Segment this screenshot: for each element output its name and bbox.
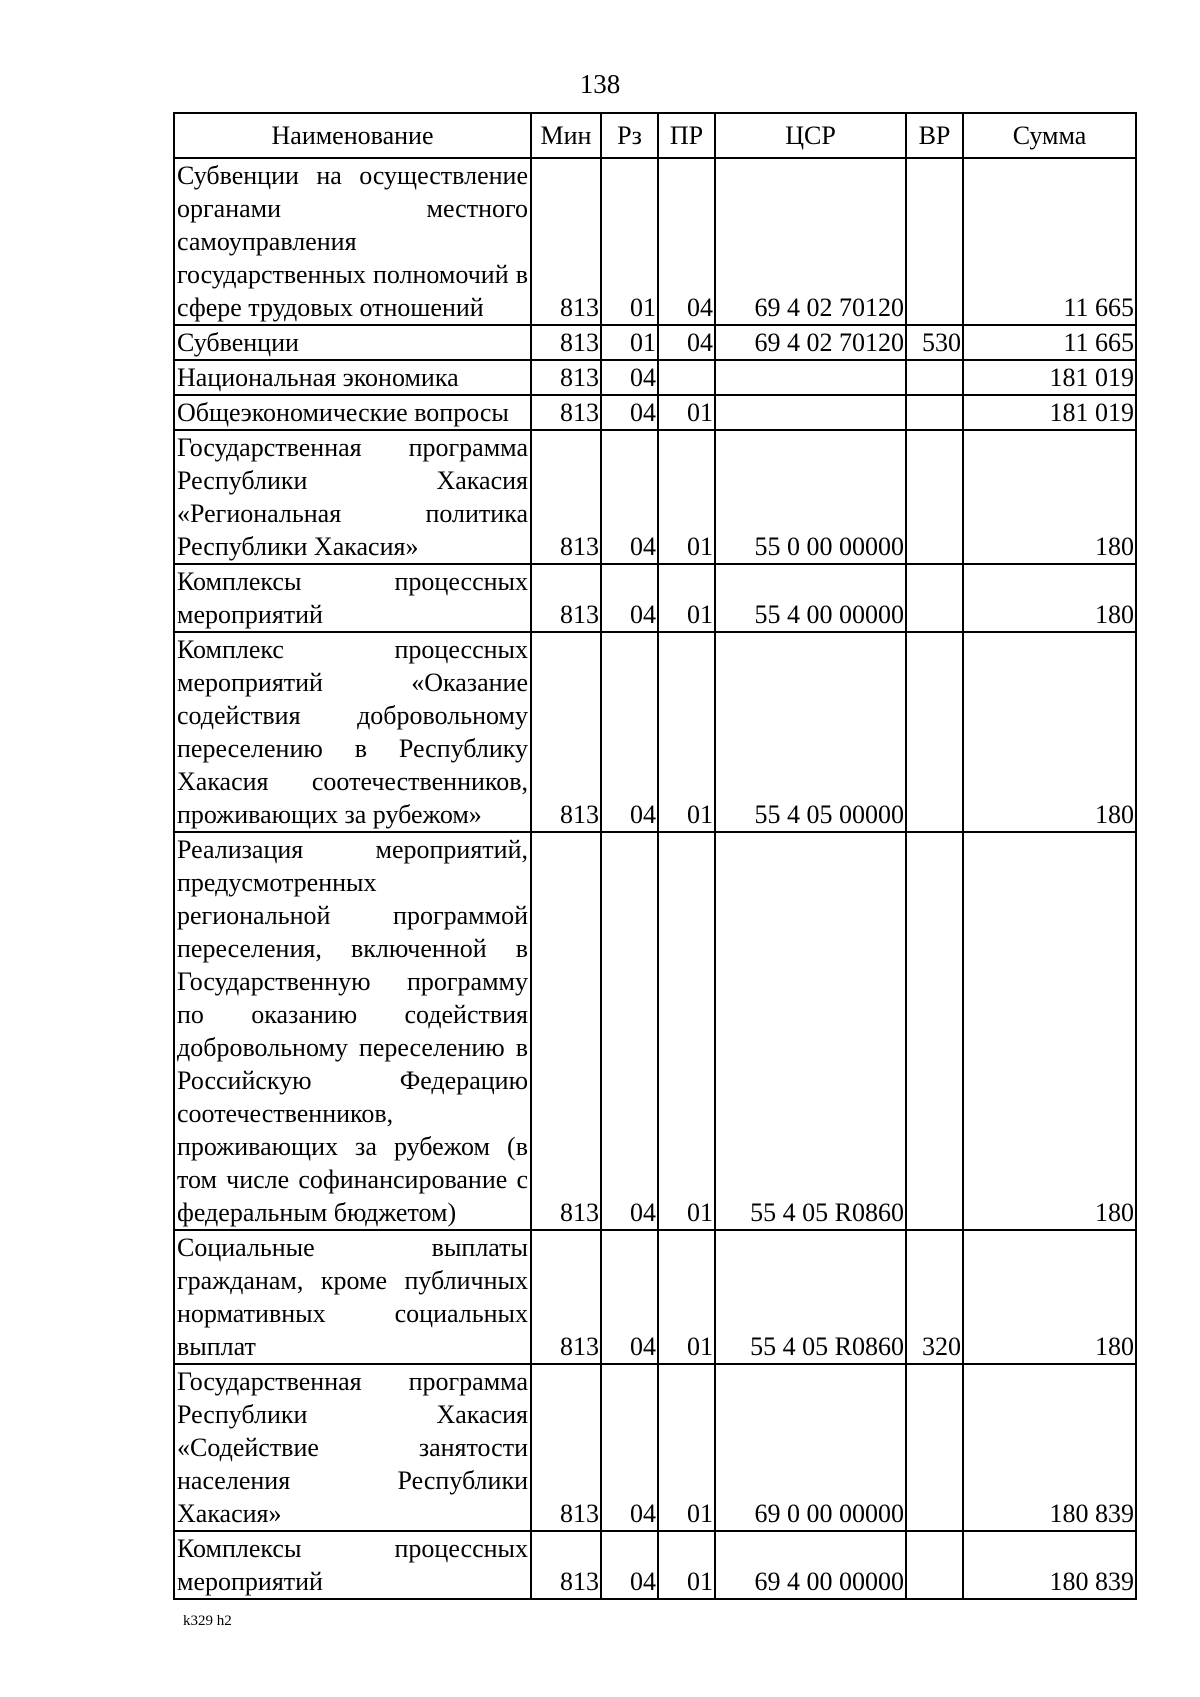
- row-csr: 55 4 00 00000: [715, 564, 906, 632]
- row-name: Социальные выплаты гражданам, кроме публичных нормативных социальных выплат: [174, 1230, 531, 1364]
- row-pr: 04: [658, 158, 715, 325]
- row-csr: 69 4 02 70120: [715, 158, 906, 325]
- row-vr: [906, 430, 963, 564]
- row-name: Государственная программа Республики Хакасия «Региональная политика Республики Хакасия»: [174, 430, 531, 564]
- table-row: [174, 632, 1136, 832]
- row-min: 813: [531, 564, 601, 632]
- row-min: 813: [531, 158, 601, 325]
- row-vr: [906, 360, 963, 395]
- table-header-row: [174, 113, 1136, 158]
- row-rz: 04: [601, 632, 658, 832]
- row-sum: 181 019: [963, 360, 1136, 395]
- row-csr: 55 4 05 00000: [715, 632, 906, 832]
- row-csr: [715, 360, 906, 395]
- row-pr: 01: [658, 564, 715, 632]
- document-code: k329 h2: [183, 1613, 232, 1629]
- row-pr: 01: [658, 832, 715, 1230]
- row-pr: [658, 360, 715, 395]
- row-vr: [906, 1531, 963, 1599]
- row-vr: 320: [906, 1230, 963, 1364]
- row-name: Национальная экономика: [174, 360, 531, 395]
- row-pr: 01: [658, 1531, 715, 1599]
- row-min: 813: [531, 1531, 601, 1599]
- table-row: [174, 832, 1136, 1230]
- row-csr: 55 4 05 R0860: [715, 832, 906, 1230]
- table-row: [174, 1230, 1136, 1364]
- row-rz: 04: [601, 395, 658, 430]
- row-rz: 04: [601, 832, 658, 1230]
- column-header-rz: Рз: [601, 113, 658, 158]
- row-name: Комплексы процессных мероприятий: [174, 1531, 531, 1599]
- row-vr: [906, 395, 963, 430]
- row-min: 813: [531, 832, 601, 1230]
- row-sum: 180 839: [963, 1364, 1136, 1531]
- row-name: Общеэкономические вопросы: [174, 395, 531, 430]
- row-sum: 180: [963, 430, 1136, 564]
- row-sum: 180: [963, 1230, 1136, 1364]
- row-min: 813: [531, 632, 601, 832]
- row-name: Субвенции на осуществление органами местного самоуправления государственных полномочий в сфере трудовых отношений: [174, 158, 531, 325]
- row-name: Реализация мероприятий, предусмотренных региональной программой переселения, включенной в Государственную программу по оказанию содействия добровольному переселению в Российскую Федерацию соотечественников, проживающих за рубежом (в том числе софинансирование с федеральным бюджетом): [174, 832, 531, 1230]
- row-name: Субвенции: [174, 325, 531, 360]
- row-sum: 180: [963, 832, 1136, 1230]
- table-row: [174, 158, 1136, 325]
- column-header-name: Наименование: [174, 113, 531, 158]
- table-row: [174, 1364, 1136, 1531]
- row-rz: 04: [601, 360, 658, 395]
- row-rz: 04: [601, 564, 658, 632]
- column-header-min: Мин: [531, 113, 601, 158]
- row-min: 813: [531, 1364, 601, 1531]
- table-row: [174, 360, 1136, 395]
- budget-table: [173, 112, 1137, 1600]
- table-row: [174, 395, 1136, 430]
- column-header-pr: ПР: [658, 113, 715, 158]
- row-vr: 530: [906, 325, 963, 360]
- table-row: [174, 325, 1136, 360]
- row-min: 813: [531, 360, 601, 395]
- row-csr: 69 4 00 00000: [715, 1531, 906, 1599]
- row-rz: 04: [601, 1230, 658, 1364]
- row-pr: 04: [658, 325, 715, 360]
- row-name: Комплекс процессных мероприятий «Оказание содействия добровольному переселению в Республику Хакасия соотечественников, проживающих за рубежом»: [174, 632, 531, 832]
- row-pr: 01: [658, 1364, 715, 1531]
- row-csr: 69 4 02 70120: [715, 325, 906, 360]
- row-sum: 11 665: [963, 325, 1136, 360]
- row-min: 813: [531, 325, 601, 360]
- row-pr: 01: [658, 1230, 715, 1364]
- column-header-csr: ЦСР: [715, 113, 906, 158]
- row-rz: 01: [601, 325, 658, 360]
- row-sum: 180 839: [963, 1531, 1136, 1599]
- row-sum: 180: [963, 632, 1136, 832]
- row-pr: 01: [658, 430, 715, 564]
- row-min: 813: [531, 1230, 601, 1364]
- row-sum: 180: [963, 564, 1136, 632]
- row-min: 813: [531, 430, 601, 564]
- row-name: Комплексы процессных мероприятий: [174, 564, 531, 632]
- column-header-vr: ВР: [906, 113, 963, 158]
- row-vr: [906, 632, 963, 832]
- row-csr: 55 0 00 00000: [715, 430, 906, 564]
- row-sum: 181 019: [963, 395, 1136, 430]
- row-csr: 55 4 05 R0860: [715, 1230, 906, 1364]
- row-vr: [906, 832, 963, 1230]
- row-pr: 01: [658, 632, 715, 832]
- table-row: [174, 564, 1136, 632]
- row-rz: 04: [601, 430, 658, 564]
- row-csr: [715, 395, 906, 430]
- row-csr: 69 0 00 00000: [715, 1364, 906, 1531]
- row-sum: 11 665: [963, 158, 1136, 325]
- row-rz: 01: [601, 158, 658, 325]
- table-row: [174, 1531, 1136, 1599]
- row-rz: 04: [601, 1531, 658, 1599]
- row-min: 813: [531, 395, 601, 430]
- column-header-sum: Сумма: [963, 113, 1136, 158]
- table-row: [174, 430, 1136, 564]
- row-vr: [906, 1364, 963, 1531]
- row-pr: 01: [658, 395, 715, 430]
- row-vr: [906, 158, 963, 325]
- row-rz: 04: [601, 1364, 658, 1531]
- page-number: 138: [579, 69, 621, 99]
- row-vr: [906, 564, 963, 632]
- row-name: Государственная программа Республики Хакасия «Содействие занятости населения Республики Хакасия»: [174, 1364, 531, 1531]
